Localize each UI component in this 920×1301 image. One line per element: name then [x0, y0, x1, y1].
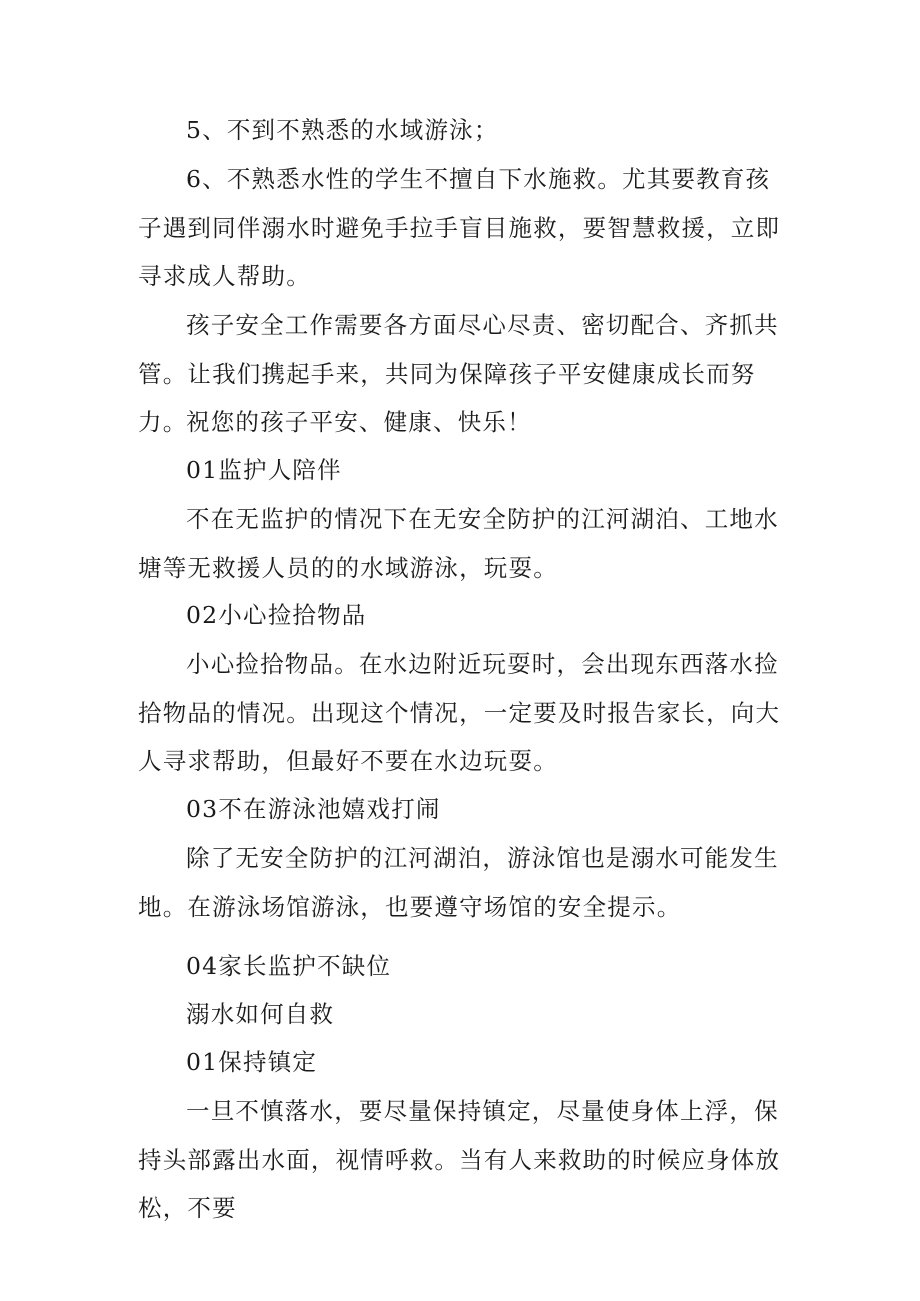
heading-guardian: 01监护人陪伴: [186, 456, 342, 484]
heading-parent-supervision: 04家长监护不缺位: [186, 952, 392, 980]
paragraph-item-6: 6、不熟悉水性的学生不擅自下水施救。尤其要教育孩子遇到同伴溺水时避免手拉手盲目施救，要智慧救援，立即寻求成人帮助。: [138, 165, 781, 290]
paragraph-pool-play: 除了无安全防护的江河湖泊，游泳馆也是溺水可能发生地。在游泳场馆游泳，也要遵守场馆的安全提示。: [138, 844, 779, 921]
paragraph-pick-items: 小心捡拾物品。在水边附近玩耍时，会出现东西落水捡拾物品的情况。出现这个情况，一定要及时报告家长，向大人寻求帮助，但最好不要在水边玩耍。: [138, 650, 781, 775]
heading-stay-calm: 01保持镇定: [186, 1048, 318, 1076]
paragraph-stay-calm: 一旦不慎落水，要尽量保持镇定，尽量使身体上浮，保持头部露出水面，视情呼救。当有人来救助的时候应身体放松，不要: [138, 1097, 781, 1222]
heading-self-rescue: 溺水如何自救: [186, 1000, 335, 1028]
heading-pick-items: 02小心捡拾物品: [186, 601, 367, 629]
paragraph-blessing: 祝您的孩子平安、健康、快乐！: [186, 408, 532, 436]
heading-pool-play: 03不在游泳池嬉戏打闹: [186, 795, 441, 823]
paragraph-item-5: 5、不到不熟悉的水域游泳；: [186, 116, 499, 144]
paragraph-cooperation: 孩子安全工作需要各方面尽心尽责、密切配合、齐抓共管。让我们携起手来，共同为保障孩子平安健康成长而努力。: [138, 311, 779, 436]
paragraph-guardian: 不在无监护的情况下在无安全防护的江河湖泊、工地水塘等无救援人员的的水域游泳，玩耍。: [138, 505, 779, 582]
